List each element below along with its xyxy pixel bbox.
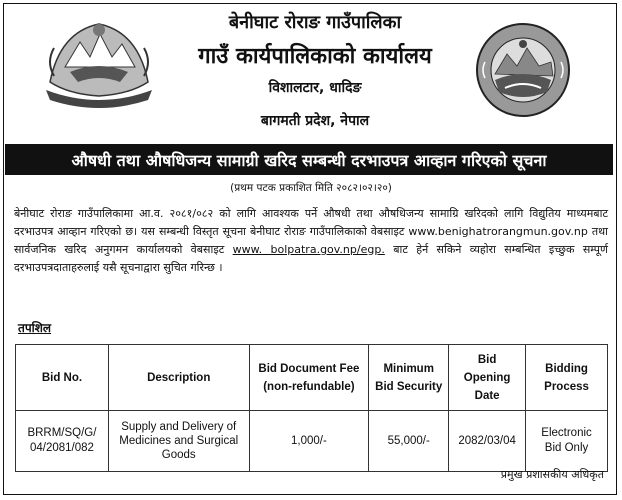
col-header-fee: Bid Document Fee (non-refundable) bbox=[249, 345, 369, 411]
table-header-row bbox=[16, 345, 608, 411]
province-line: बागमती प्रदेश, नेपाल bbox=[260, 113, 370, 129]
cell-security: 55,000/- bbox=[369, 411, 449, 472]
col-header-security: Minimum Bid Security bbox=[369, 345, 449, 411]
cell-fee: 1,000/- bbox=[249, 411, 369, 472]
cell-description: Supply and Delivery of Medicines and Surgical Goods bbox=[108, 411, 249, 472]
bid-table bbox=[15, 344, 608, 472]
col-header-description: Description bbox=[108, 345, 249, 411]
col-header-opening-date: Bid Opening Date bbox=[449, 345, 526, 411]
office-location: विशालटार, धादिङ bbox=[268, 80, 362, 96]
notice-body bbox=[14, 205, 608, 277]
cell-bid-no: BRRM/SQ/G/ 04/2081/082 bbox=[16, 411, 109, 472]
bolpatra-link[interactable]: www. bolpatra.gov.np/egp. bbox=[232, 243, 385, 256]
col-header-process: Bidding Process bbox=[526, 345, 608, 411]
nepal-emblem-icon bbox=[40, 12, 158, 112]
table-row bbox=[16, 411, 608, 472]
signatory: प्रमुख प्रशासकीय अधिकृत bbox=[500, 468, 604, 481]
col-header-bid-no: Bid No. bbox=[16, 345, 109, 411]
body-text-part2: बाट हेर्न सकिने व्यहोरा सम्बन्धित इच्छुक सम्पूर्ण दरभाउपत्रदाताहरुलाई यसै सूचनाद्वारा सुचित गरिन्छ । bbox=[14, 243, 609, 274]
body-text-part1: बेनीघाट रोराङ गाउँपालिकामा आ.व. २०८१/०८२ को लागि आवश्यक पर्ने औषधी तथा औषधिजन्य सामाग्रि खरिदको लागि विद्युतिय माध्यमबाट दरभाउपत्र आव्हान गरिएको छ। यस सम्बन्धी विस्तृत सूचना बेनीघाट रोराङ गाउँपालिकाको वेबसाइट www.benighatrorangmun.gov.np तथा सार्वजनिक खरिद अनुगमन कार्यालयको वेबसाइट bbox=[14, 207, 608, 256]
cell-opening-date: 2082/03/04 bbox=[449, 411, 526, 472]
published-date: (प्रथम पटक प्रकाशित मिति २०८२।०२।२०) bbox=[230, 182, 392, 194]
details-label: तपशिल bbox=[18, 321, 52, 335]
office-title: गाउँ कार्यपालिकाको कार्यालय bbox=[198, 44, 432, 69]
cell-process: Electronic Bid Only bbox=[526, 411, 608, 472]
municipality-seal-icon bbox=[475, 22, 571, 118]
notice-title: औषधी तथा औषधिजन्य सामाग्री खरिद सम्बन्धी दरभाउपत्र आव्हान गरिएको सूचना bbox=[5, 144, 613, 175]
municipality-name: बेनीघाट रोराङ गाउँपालिका bbox=[228, 12, 402, 33]
